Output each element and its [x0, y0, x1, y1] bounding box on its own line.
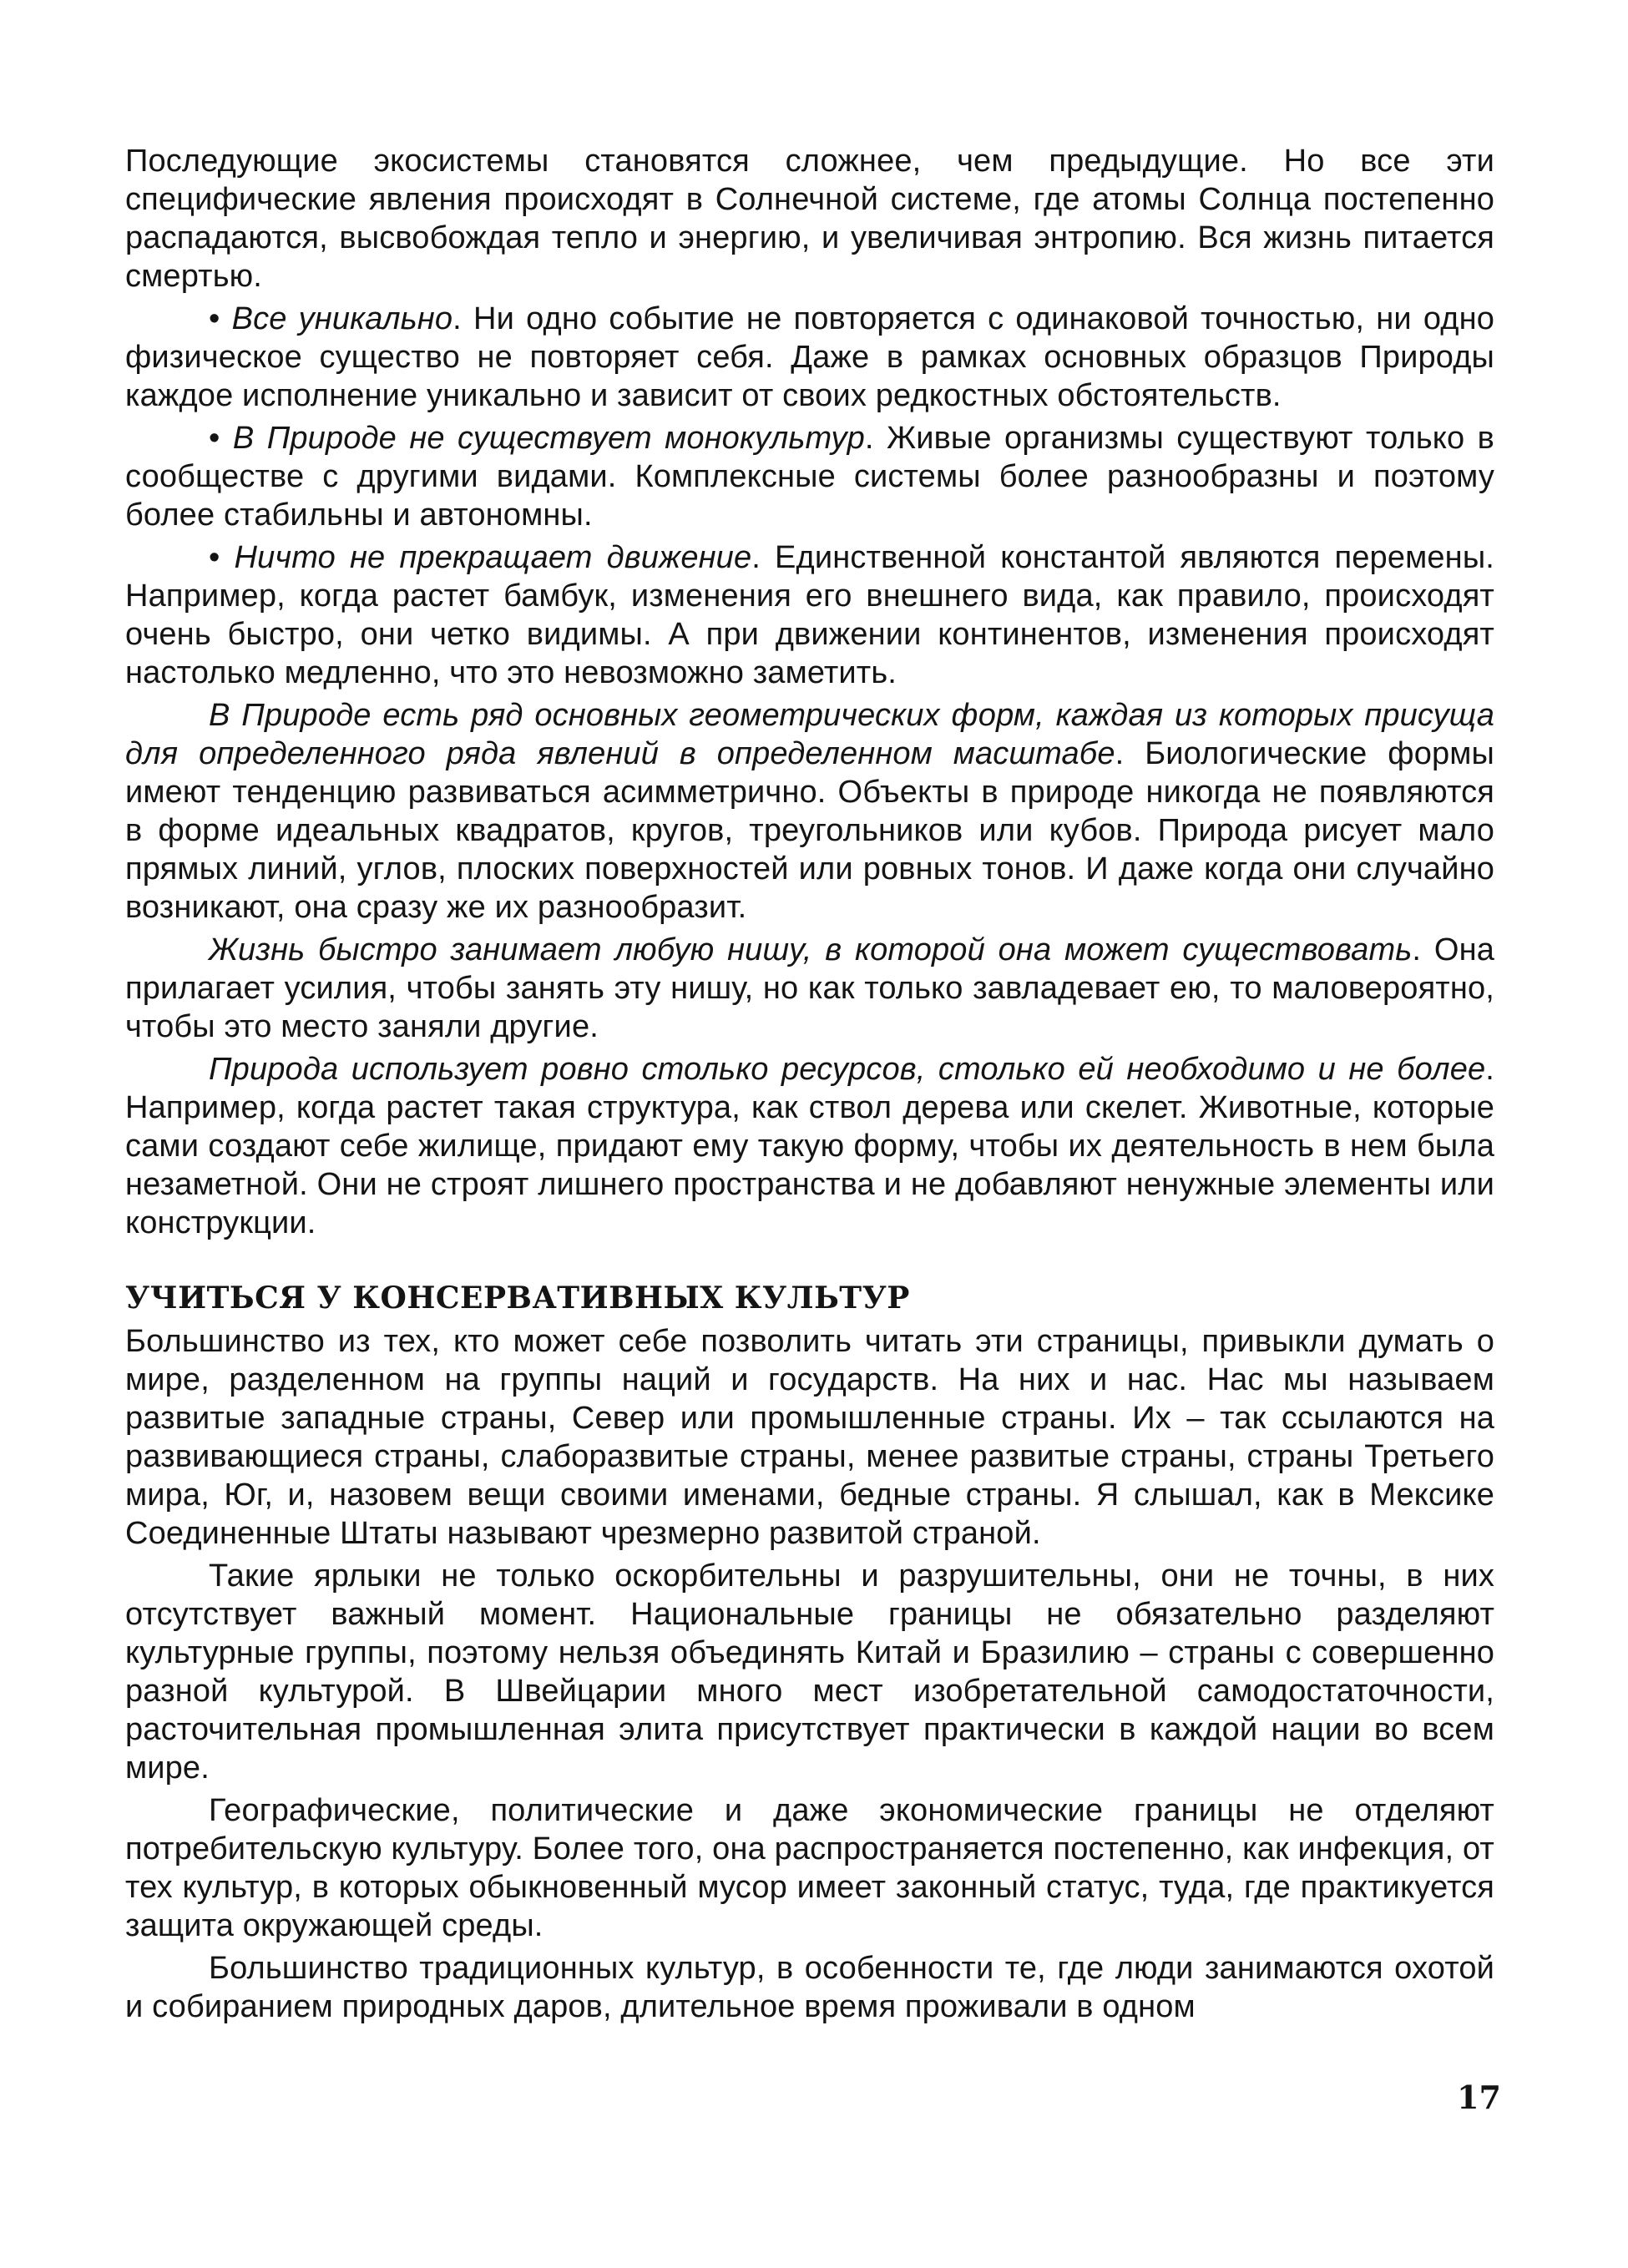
- bullet-item-monocultures: [125, 419, 1494, 534]
- bullet-icon: •: [209, 301, 220, 336]
- bullet-emphasis: В Природе не существует монокультур: [232, 421, 865, 456]
- paragraph-resources: [125, 1050, 1494, 1242]
- paragraph-niche: [125, 931, 1494, 1046]
- bullet-item-unique: [125, 300, 1494, 415]
- paragraph: Большинство традиционных культур, в особенности те, где люди занимаются охотой и собиранием природных даров, длительное время проживали в одном: [125, 1951, 1494, 2024]
- paragraph-emphasis: Жизнь быстро занимает любую нишу, в которой она может существовать: [209, 932, 1413, 967]
- bullet-icon: •: [209, 421, 220, 456]
- paragraph: Последующие экосистемы становятся сложнее, чем предыдущие. Но все эти специфические явления происходят в Солнечной системе, где атомы Солнца постепенно распадаются, высвобождая тепло и энергию, и увеличивая энтропию. Вся жизнь питается смертью.: [125, 144, 1494, 294]
- paragraph-geometric-forms: [125, 696, 1494, 927]
- bullet-text: . Единственной константой являются перемены. Например, когда растет бамбук, изменения его внешнего вида, как правило, происходят очень быстро, они четко видимы. А при движении континентов, изменения происходят настолько медленно, что это невозможно заметить.: [125, 540, 1494, 690]
- paragraph-text: . Она прилагает усилия, чтобы занять эту нишу, но как только завладевает ею, то маловероятно, чтобы это место заняли другие.: [125, 932, 1494, 1044]
- paragraph-text: . Например, когда растет такая структура, как ствол дерева или скелет. Животные, которые сами создают себе жилище, придают ему такую форму, чтобы их деятельность в нем была незаметной. Они не строят лишнего пространства и не добавляют ненужные элементы или конструкции.: [125, 1052, 1494, 1240]
- section-text-block: [125, 1322, 1494, 2030]
- paragraph-text: . Биологические формы имеют тенденцию развиваться асимметрично. Объекты в природе никогда не появляются в форме идеальных квадратов, кругов, треугольников или кубов. Природа рисует мало прямых линий, углов, плоских поверхностей или ровных тонов. И даже когда они случайно возникают, она сразу же их разнообразит.: [125, 736, 1494, 925]
- bullet-icon: •: [209, 540, 220, 575]
- top-text-block: [125, 142, 1494, 1246]
- paragraph: Такие ярлыки не только оскорбительны и разрушительны, они не точны, в них отсутствует важный момент. Национальные границы не обязательно разделяют культурные группы, поэтому нельзя объединять Китай и Бразилию – страны с совершенно разной культурой. В Швейцарии много мест изобретательной самодостаточности, расточительная промышленная элита присутствует практически в каждой нации во всем мире.: [125, 1558, 1494, 1786]
- bullet-item-movement: [125, 538, 1494, 692]
- bullet-text: . Ни одно событие не повторяется с одинаковой точностью, ни одно физическое существо не повторяет себя. Даже в рамках основных образцов Природы каждое исполнение уникально и зависит от своих редкостных обстоятельств.: [125, 301, 1495, 413]
- paragraph: Географические, политические и даже экономические границы не отделяют потребительскую культуру. Более того, она распространяется постепенно, как инфекция, от тех культур, в которых обыкновенный мусор имеет законный статус, туда, где практикуется защита окружающей среды.: [125, 1793, 1494, 1943]
- paragraph-emphasis: Природа использует ровно столько ресурсов, столько ей необходимо и не более: [209, 1052, 1486, 1087]
- section-heading: УЧИТЬСЯ У КОНСЕРВАТИВНЫХ КУЛЬТУР: [125, 1280, 910, 1316]
- bullet-text: . Живые организмы существуют только в сообществе с другими видами. Комплексные системы более разнообразны и поэтому более стабильны и автономны.: [125, 421, 1494, 533]
- paragraph-emphasis: В Природе есть ряд основных геометрических форм, каждая из которых присуща для определенного ряда явлений в определенном масштабе: [125, 698, 1494, 771]
- bullet-emphasis: Все уникально: [231, 301, 453, 336]
- page-number: 17: [1457, 2079, 1501, 2116]
- bullet-emphasis: Ничто не прекращает движение: [234, 540, 752, 575]
- paragraph: Большинство из тех, кто может себе позволить читать эти страницы, привыкли думать о мире, разделенном на группы наций и государств. На них и нас. Нас мы называем развитые западные страны, Север или промышленные страны. Их – так ссылаются на развивающиеся страны, слаборазвитые страны, менее развитые страны, страны Третьего мира, Юг, и, назовем вещи своими именами, бедные страны. Я слышал, как в Мексике Соединенные Штаты называют чрезмерно развитой страной.: [125, 1324, 1494, 1551]
